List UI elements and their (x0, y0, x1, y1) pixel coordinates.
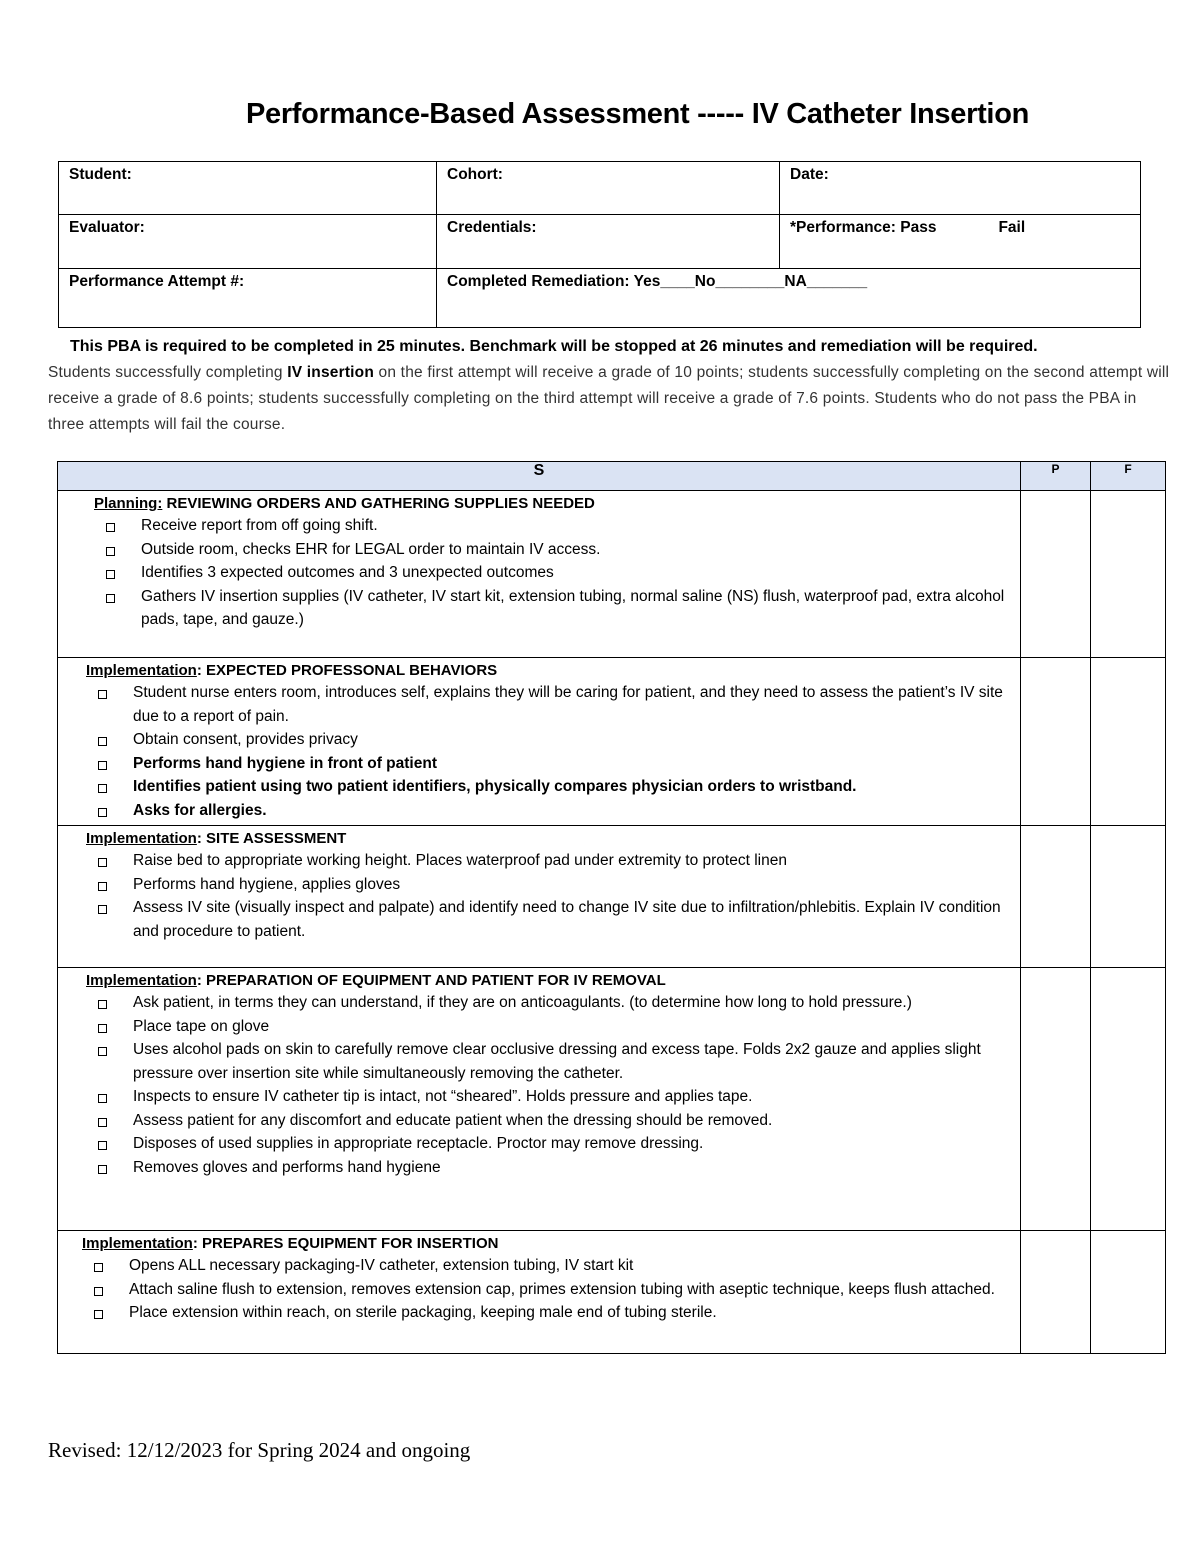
section-label: Implementation (86, 830, 197, 847)
checklist-item[interactable]: Place extension within reach, on sterile packaging, keeping male end of tubing sterile. (82, 1301, 1020, 1325)
grading-text: on the first attempt will receive a grade of 10 points; students successfully completing on the second attempt will receive a grade of 8.6 points; students successfully completing on the third attempt will receive a grade of 7.6 points. Students who do not pass the PBA in three attempts will fail the course. (48, 364, 1170, 433)
checkbox[interactable] (98, 905, 107, 914)
checklist-item[interactable]: Obtain consent, provides privacy (86, 728, 1020, 752)
checkbox[interactable] (106, 523, 115, 532)
checklist-item[interactable]: Inspects to ensure IV catheter tip is intact, not “sheared”. Holds pressure and applies tape. (86, 1085, 1020, 1109)
fail-cell[interactable] (1091, 826, 1166, 968)
checklist-item[interactable]: Receive report from off going shift. (94, 514, 1020, 538)
checkbox[interactable] (98, 784, 107, 793)
checklist-item[interactable]: Assess patient for any discomfort and educate patient when the dressing should be removed. (86, 1109, 1020, 1133)
checklist-item[interactable]: Removes gloves and performs hand hygiene (86, 1156, 1020, 1180)
remediation-field[interactable]: Completed Remediation: Yes____No________NA_______ (437, 269, 1141, 328)
pass-cell[interactable] (1021, 1231, 1091, 1354)
section-label: Implementation (86, 662, 197, 679)
section-behaviors-row (58, 658, 1166, 826)
checklist-item[interactable]: Ask patient, in terms they can understand, if they are on anticoagulants. (to determine how long to hold pressure.) (86, 991, 1020, 1015)
checklist-item[interactable]: Assess IV site (visually inspect and palpate) and identify need to change IV site due to infiltration/phlebitis. Explain IV condition and procedure to patient. (86, 896, 1020, 943)
checkbox[interactable] (98, 1047, 107, 1056)
revision-footer: Revised: 12/12/2023 for Spring 2024 and ongoing (48, 1438, 471, 1462)
page-title: Performance-Based Assessment ----- IV Catheter Insertion (245, 98, 1030, 130)
section-planning (58, 491, 1021, 658)
checkbox[interactable] (98, 808, 107, 817)
performance-pass-label: *Performance: Pass (790, 219, 937, 236)
performance-fail-label: Fail (998, 219, 1026, 236)
pass-cell[interactable] (1021, 491, 1091, 658)
checkbox[interactable] (98, 1094, 107, 1103)
section-title: : PREPARATION OF EQUIPMENT AND PATIENT FOR IV REMOVAL (196, 972, 666, 989)
section-title: : SITE ASSESSMENT (196, 830, 347, 847)
section-label: Implementation (82, 1235, 193, 1252)
fail-cell[interactable] (1091, 491, 1166, 658)
checklist-item[interactable]: Raise bed to appropriate working height. Places waterproof pad under extremity to protect linen (86, 849, 1020, 873)
grading-policy (48, 360, 1173, 438)
header-f: F (1091, 462, 1166, 491)
section-title: REVIEWING ORDERS AND GATHERING SUPPLIES NEEDED (162, 495, 595, 512)
credentials-field[interactable]: Credentials: (437, 215, 780, 269)
header-s: S (58, 462, 1021, 491)
checkbox[interactable] (98, 1118, 107, 1127)
checkbox[interactable] (98, 1141, 107, 1150)
section-site-assessment (58, 826, 1021, 968)
checkbox[interactable] (98, 1024, 107, 1033)
checkbox[interactable] (94, 1287, 103, 1296)
time-requirement: This PBA is required to be completed in 25 minutes. Benchmark will be stopped at 26 minutes and remediation will be required. (70, 338, 1038, 355)
checkbox[interactable] (94, 1310, 103, 1319)
checkbox[interactable] (98, 1165, 107, 1174)
section-site-row (58, 826, 1166, 968)
checklist-item[interactable]: Student nurse enters room, introduces self, explains they will be caring for patient, and they need to assess the patient’s IV site due to a report of pain. (86, 681, 1020, 728)
section-insertion-prep (58, 1231, 1021, 1354)
checkbox[interactable] (98, 737, 107, 746)
grading-bold: IV insertion (287, 364, 375, 381)
checklist-item[interactable]: Disposes of used supplies in appropriate receptacle. Proctor may remove dressing. (86, 1132, 1020, 1156)
checkbox[interactable] (98, 690, 107, 699)
checklist-item[interactable]: Identifies patient using two patient identifiers, physically compares physician orders to wristband. (86, 775, 1020, 799)
date-field[interactable]: Date: (780, 162, 1141, 215)
fail-cell[interactable] (1091, 658, 1166, 826)
checklist-item[interactable]: Place tape on glove (86, 1015, 1020, 1039)
cohort-field[interactable]: Cohort: (437, 162, 780, 215)
checkbox[interactable] (94, 1263, 103, 1272)
checklist-item[interactable]: Opens ALL necessary packaging-IV catheter, extension tubing, IV start kit (82, 1254, 1020, 1278)
section-title: : EXPECTED PROFESSONAL BEHAVIORS (196, 662, 498, 679)
checkbox[interactable] (106, 594, 115, 603)
section-label: Planning: (94, 495, 163, 512)
fail-cell[interactable] (1091, 1231, 1166, 1354)
fail-cell[interactable] (1091, 968, 1166, 1231)
pass-cell[interactable] (1021, 658, 1091, 826)
checkbox[interactable] (106, 547, 115, 556)
checklist-item[interactable]: Outside room, checks EHR for LEGAL order to maintain IV access. (94, 538, 1020, 562)
section-title: : PREPARES EQUIPMENT FOR INSERTION (192, 1235, 499, 1252)
checklist-item[interactable]: Performs hand hygiene in front of patient (86, 752, 1020, 776)
pass-cell[interactable] (1021, 968, 1091, 1231)
pass-cell[interactable] (1021, 826, 1091, 968)
grading-text: Students successfully completing (48, 364, 288, 381)
section-planning-row (58, 491, 1166, 658)
attempt-field[interactable]: Performance Attempt #: (59, 269, 437, 328)
checkbox[interactable] (98, 882, 107, 891)
student-field[interactable]: Student: (59, 162, 437, 215)
checklist-item[interactable]: Identifies 3 expected outcomes and 3 unexpected outcomes (94, 561, 1020, 585)
student-info-table (58, 161, 1141, 328)
checkbox[interactable] (98, 761, 107, 770)
checkbox[interactable] (98, 858, 107, 867)
section-removal-row (58, 968, 1166, 1231)
rubric-table (57, 461, 1166, 1354)
evaluator-field[interactable]: Evaluator: (59, 215, 437, 269)
checklist-item[interactable]: Attach saline flush to extension, removes extension cap, primes extension tubing with aseptic technique, keeps flush attached. (82, 1278, 1020, 1302)
section-behaviors (58, 658, 1021, 826)
section-label: Implementation (86, 972, 197, 989)
checklist-item[interactable]: Asks for allergies. (86, 799, 1020, 823)
checkbox[interactable] (106, 570, 115, 579)
checklist-item[interactable]: Uses alcohol pads on skin to carefully remove clear occlusive dressing and excess tape. Folds 2x2 gauze and applies slight pressure over insertion site while simultaneously removing the catheter. (86, 1038, 1020, 1085)
header-p: P (1021, 462, 1091, 491)
checklist-item[interactable]: Performs hand hygiene, applies gloves (86, 873, 1020, 897)
performance-field[interactable] (780, 215, 1141, 269)
section-iv-removal (58, 968, 1021, 1231)
section-insertion-row (58, 1231, 1166, 1354)
checklist-item[interactable]: Gathers IV insertion supplies (IV catheter, IV start kit, extension tubing, normal saline (NS) flush, waterproof pad, extra alcohol pads, tape, and gauze.) (94, 585, 1020, 632)
checkbox[interactable] (98, 1000, 107, 1009)
